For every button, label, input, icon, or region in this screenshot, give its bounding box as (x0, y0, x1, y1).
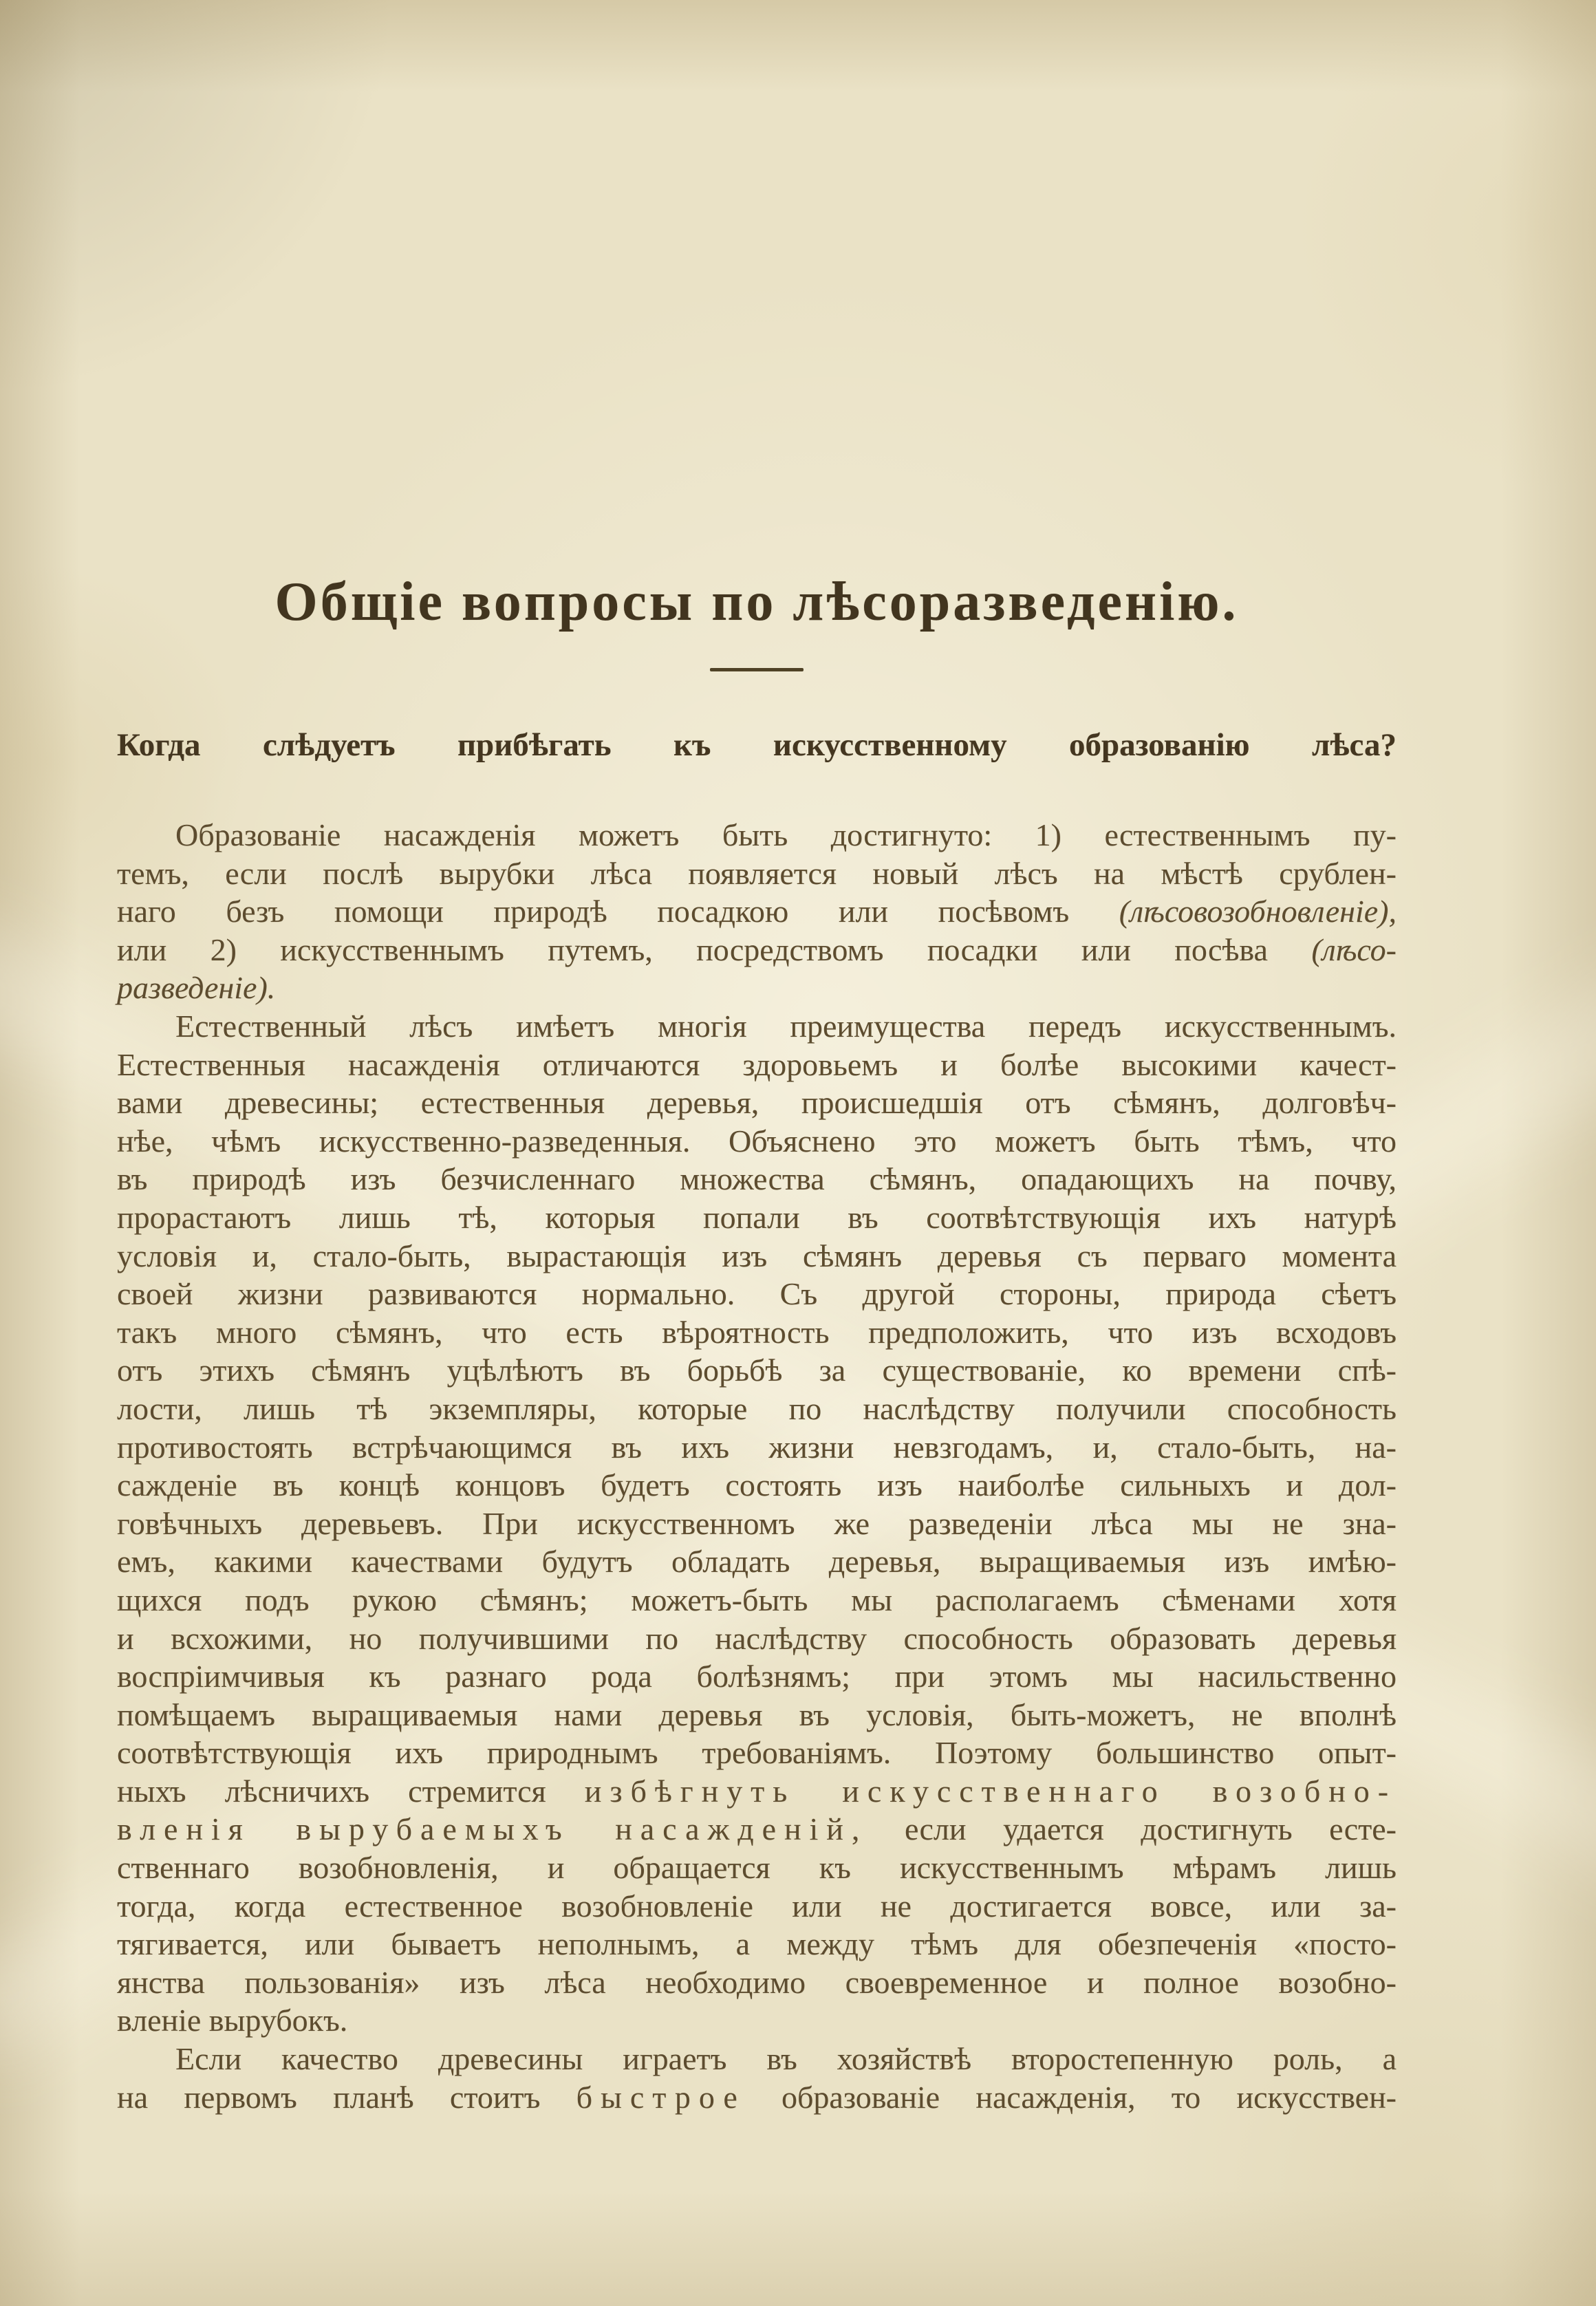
text-line (117, 1505, 1396, 1543)
text-segment: прорастаютъ лишь тѣ, которыя попали въ соотвѣтствующія ихъ натурѣ (117, 1199, 1396, 1235)
text-segment: говѣчныхъ деревьевъ. При искусственномъ же разведеніи лѣса мы не зна- (117, 1505, 1396, 1541)
text-segment: нѣе, чѣмъ искусственно-разведенныя. Объяснено это можетъ быть тѣмъ, что (117, 1123, 1396, 1159)
text-line (117, 1772, 1396, 1811)
section-divider-rule (710, 668, 804, 671)
text-line (117, 1198, 1396, 1237)
text-segment: сажденіе въ концѣ концовъ будетъ состоять изъ наиболѣе сильныхъ и дол- (117, 1467, 1396, 1503)
text-segment: Образованіе насажденія можетъ быть достигнуто: 1) естественнымъ пу- (175, 817, 1396, 853)
text-line (117, 1466, 1396, 1505)
text-line (117, 1734, 1396, 1772)
text-line (117, 1542, 1396, 1581)
text-segment: Естественный лѣсъ имѣетъ многія преимущества передъ искусственнымъ. (175, 1009, 1396, 1044)
text-line (117, 1046, 1396, 1084)
text-segment: ственнаго возобновленія, и обращается къ искусственнымъ мѣрамъ лишь (117, 1850, 1396, 1886)
text-line (117, 2078, 1396, 2117)
text-segment: такъ много сѣмянъ, что есть вѣроятность предположить, что изъ всходовъ (117, 1314, 1396, 1350)
text-line (117, 1428, 1396, 1467)
text-line (117, 1313, 1396, 1352)
letterspaced-emphasis: быстрое (576, 2079, 746, 2115)
text-segment: емъ, какими качествами будутъ обладать деревья, выращиваемыя изъ имѣю- (117, 1544, 1396, 1580)
text-segment: образованіе насажденія, то искусствен- (745, 2079, 1396, 2115)
text-line (117, 1963, 1396, 2002)
section-heading: Когда слѣдуетъ прибѣгать къ искусственному образованію лѣса? (117, 727, 1396, 763)
text-segment: ныхъ лѣсничихъ стремится (117, 1773, 585, 1809)
text-line (117, 1084, 1396, 1122)
text-segment: или 2) искусственнымъ путемъ, посредствомъ посадки или посѣва (117, 931, 1312, 967)
letterspaced-emphasis: избѣгнуть искусственнаго возобно- (584, 1773, 1397, 1809)
text-line (117, 1849, 1396, 1887)
text-segment: щихся подъ рукою сѣмянъ; можетъ-быть мы располагаемъ сѣменами хотя (117, 1582, 1396, 1617)
text-segment: противостоять встрѣчающимся въ ихъ жизни невзгодамъ, и, стало-быть, на- (117, 1429, 1396, 1465)
text-line (117, 1925, 1396, 1963)
text-segment: на первомъ планѣ стоитъ (117, 2079, 576, 2115)
text-line (117, 1122, 1396, 1161)
text-segment: тогда, когда естественное возобновленіе или не достигается вовсе, или за- (117, 1888, 1396, 1924)
text-segment: условія и, стало-быть, вырастающія изъ сѣмянъ деревья съ перваго момента (117, 1238, 1396, 1273)
text-line (117, 892, 1396, 931)
text-line (117, 1581, 1396, 1619)
text-line (117, 816, 1396, 854)
text-segment: янства пользованія» изъ лѣса необходимо своевременное и полное возобно- (117, 1964, 1396, 2000)
text-line (117, 1657, 1396, 1696)
text-segment: въ природѣ изъ безчисленнаго множества сѣмянъ, опадающихъ на почву, (117, 1161, 1396, 1197)
text-segment: воспріимчивыя къ разнаго рода болѣзнямъ; при этомъ мы насильственно (117, 1659, 1396, 1694)
text-segment: вленіе вырубокъ. (117, 2003, 348, 2038)
text-line (117, 1007, 1396, 1046)
text-segment: помѣщаемъ выращиваемыя нами деревья въ условія, быть-можетъ, не вполнѣ (117, 1696, 1396, 1732)
text-line (117, 1237, 1396, 1275)
text-segment: соотвѣтствующія ихъ природнымъ требованіямъ. Поэтому большинство опыт- (117, 1735, 1396, 1771)
page-content (117, 0, 1396, 2116)
text-segment: вами древесины; естественныя деревья, происшедшія отъ сѣмянъ, долговѣч- (117, 1085, 1396, 1121)
text-line (117, 854, 1396, 893)
text-line (117, 931, 1396, 969)
paragraph (117, 2040, 1396, 2116)
text-line (117, 1696, 1396, 1734)
text-line (117, 1275, 1396, 1313)
paragraph (117, 816, 1396, 1007)
text-line (117, 1810, 1396, 1849)
text-segment: если удается достигнуть есте- (867, 1811, 1396, 1847)
text-segment: лости, лишь тѣ экземпляры, которые по наслѣдству получили способность (117, 1390, 1396, 1426)
italic-term: разведеніе). (117, 970, 276, 1006)
text-line (117, 1619, 1396, 1658)
letterspaced-emphasis: вленія вырубаемыхъ насажденій, (117, 1811, 868, 1847)
text-segment: отъ этихъ сѣмянъ уцѣлѣютъ въ борьбѣ за существованіе, ко времени спѣ- (117, 1353, 1396, 1388)
text-segment: наго безъ помощи природѣ посадкою или посѣвомъ (117, 894, 1119, 929)
text-line (117, 1160, 1396, 1198)
text-line (117, 1887, 1396, 1926)
italic-term: (лѣсовозобновленіе), (1119, 894, 1396, 929)
text-segment: Если качество древесины играетъ въ хозяйствѣ второстепенную роль, а (175, 2041, 1396, 2077)
body-text (117, 816, 1396, 2116)
text-line (117, 969, 1396, 1007)
italic-term: (лѣсо- (1311, 931, 1396, 967)
paragraph (117, 1007, 1396, 2040)
text-line (117, 1351, 1396, 1390)
text-line (117, 1390, 1396, 1428)
text-line (117, 2040, 1396, 2078)
text-segment: Естественныя насажденія отличаются здоровьемъ и болѣе высокими качест- (117, 1046, 1396, 1082)
text-segment: и всхожими, но получившими по наслѣдству способность образовать деревья (117, 1620, 1396, 1656)
page-title: Общіе вопросы по лѣсоразведенію. (274, 572, 1239, 632)
text-segment: темъ, если послѣ вырубки лѣса появляется новый лѣсъ на мѣстѣ срублен- (117, 855, 1396, 891)
text-line (117, 2001, 1396, 2040)
text-segment: своей жизни развиваются нормально. Съ другой стороны, природа сѣетъ (117, 1276, 1396, 1312)
text-segment: тягивается, или бываетъ неполнымъ, а между тѣмъ для обезпеченія «посто- (117, 1926, 1396, 1962)
